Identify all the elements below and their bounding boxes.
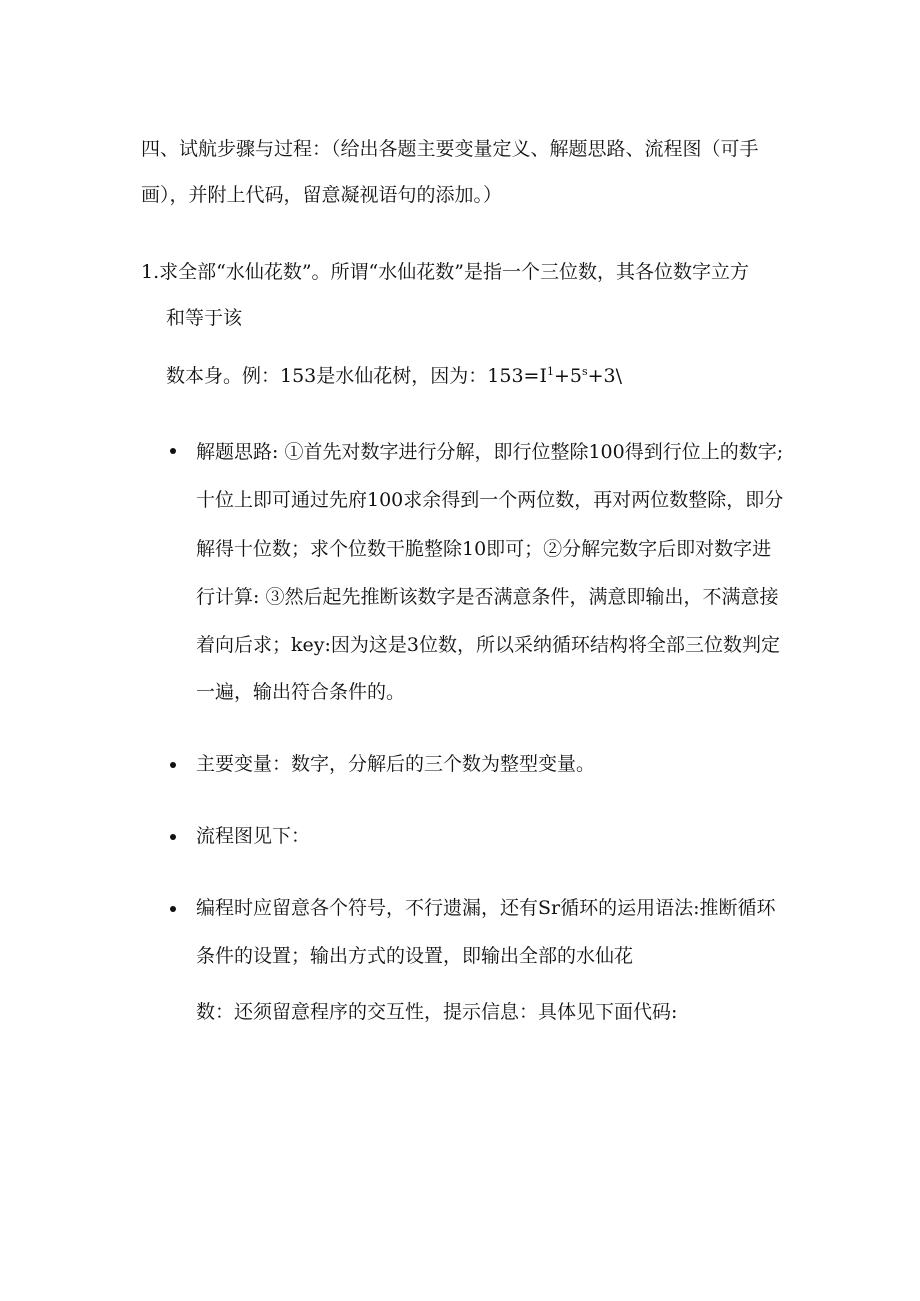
bullet-dot (170, 906, 176, 912)
bullet-dot (170, 762, 176, 768)
bullet-1-line-3: 解得十位数；求个位数干脆整除10即可；②分解完数字后即对数字进 (196, 538, 772, 560)
bullet-4-line-1: 编程时应留意各个符号，不行遗漏，还有Sr循环的运用语法:推断循环 (196, 897, 776, 919)
bullet-1-line-5: 着向后求；key:因为这是3位数，所以采纳循环结构将全部三位数判定 (196, 634, 780, 656)
bullet-1-line-6: 一遍，输出符合条件的。 (196, 681, 406, 703)
bullet-4-line-2: 条件的设置；输出方式的设置，即输出全部的水仙花 (196, 945, 634, 967)
superscript-1: 1 (546, 365, 554, 378)
bullet-1-line-1: 解题思路: ①首先对数字进行分解，即行位整除100得到行位上的数字; (196, 441, 784, 463)
example-text: 数本身。例：153是水仙花树，因为：153=I (166, 365, 547, 387)
bullet-2-line-1: 主要变量：数字，分解后的三个数为整型变量。 (196, 753, 596, 775)
section-heading-line-2: 画），并附上代码，留意凝视语句的添加。） (141, 184, 503, 206)
bullet-4-line-3: 数：还须留意程序的交互性，提示信息：具体见下面代码: (196, 1001, 678, 1023)
bullet-1-line-4: 行计算: ③然后起先推断该数字是否满意条件，满意即输出，不满意接 (196, 586, 779, 608)
superscript-2: s (581, 365, 588, 378)
bullet-dot (170, 448, 176, 454)
example-text-mid: +5 (553, 365, 582, 387)
bullet-3-line-1: 流程图见下： (196, 825, 311, 847)
section-heading-line-1: 四、试航步骤与过程：（给出各题主要变量定义、解题思路、流程图（可手 (141, 138, 759, 160)
problem-statement-line-2: 和等于该 (166, 307, 243, 329)
problem-statement-line-1: 1.求全部“水仙花数”。所谓“水仙花数”是指一个三位数，其各位数字立方 (141, 261, 749, 283)
bullet-dot (170, 834, 176, 840)
bullet-1-line-2: 十位上即可通过先府100求余得到一个两位数，再对两位数整除，即分 (196, 489, 784, 511)
problem-statement-line-3 (166, 364, 622, 388)
example-text-end: +3\ (587, 365, 623, 387)
